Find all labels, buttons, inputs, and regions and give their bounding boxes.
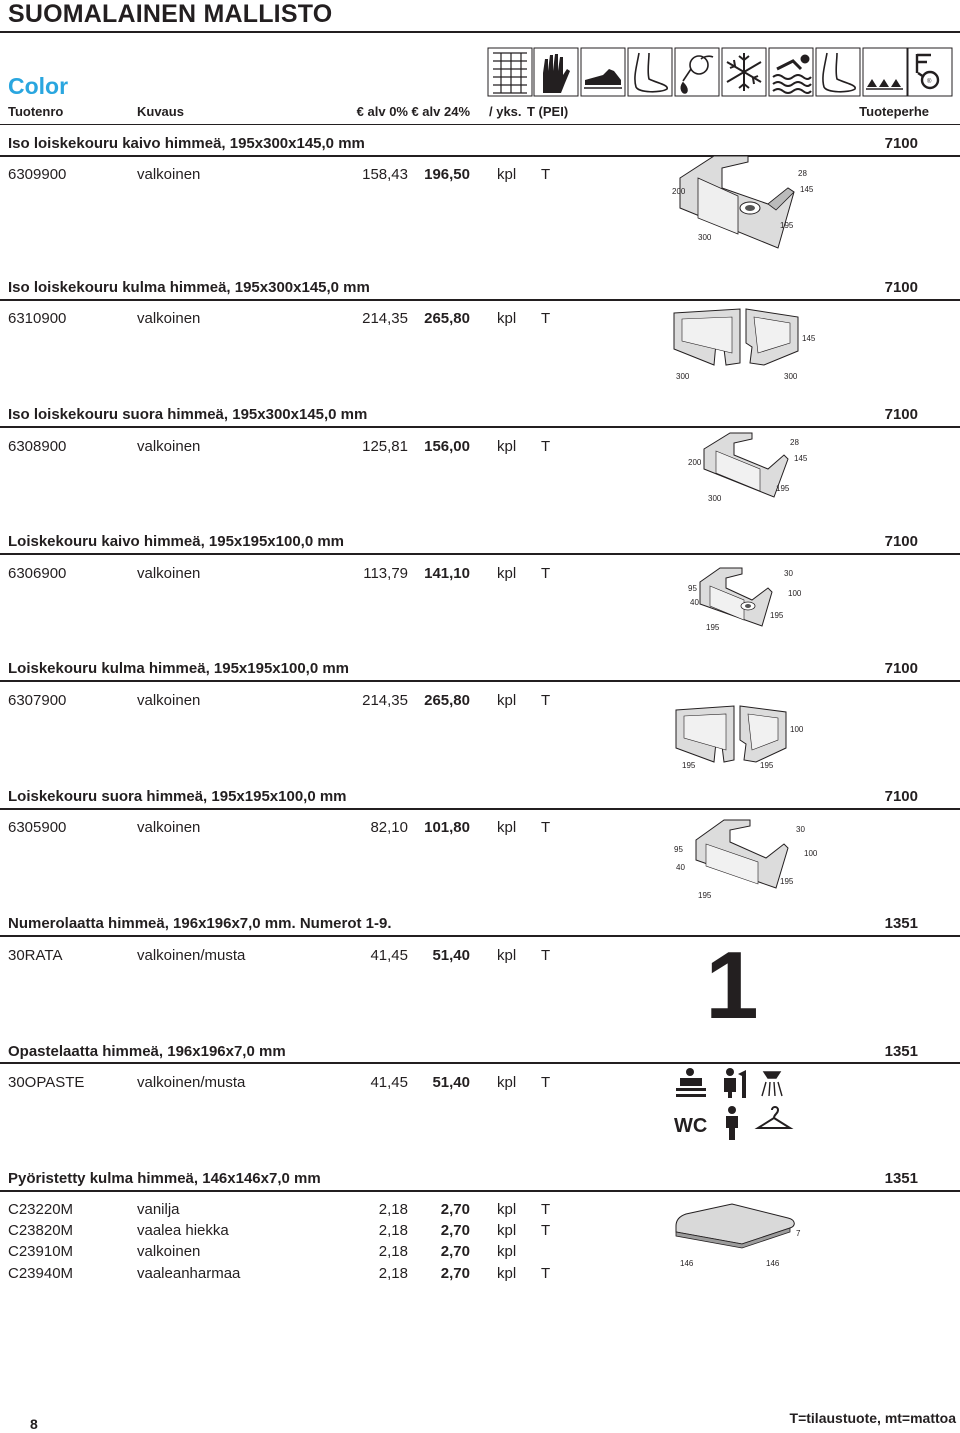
product-code: 6309900	[8, 166, 67, 183]
product-code: 6310900	[8, 310, 67, 327]
dimension-label: 145	[800, 185, 814, 194]
section-title: Opastelaatta himmeä, 196x196x7,0 mm	[8, 1043, 286, 1060]
hand-glove-icon	[543, 54, 570, 93]
product-code: 30RATA	[8, 947, 63, 964]
unit: kpl	[497, 310, 517, 327]
product-color: vanilja	[137, 1201, 180, 1218]
col-unit: / yks.	[489, 104, 522, 119]
shower-sign-icon	[762, 1072, 782, 1096]
col-price-ex: € alv 0%	[356, 104, 408, 119]
price-ex-vat: 2,18	[378, 1201, 408, 1218]
unit: kpl	[497, 1074, 517, 1091]
dimension-label: 28	[798, 169, 807, 178]
dimension-label: 145	[794, 454, 808, 463]
price-inc-vat: 2,70	[440, 1222, 470, 1239]
order-flag: T	[541, 166, 551, 183]
unit: kpl	[497, 166, 517, 183]
unit: kpl	[497, 1265, 517, 1282]
product-color: valkoinen/musta	[137, 947, 246, 964]
price-inc-vat: 265,80	[424, 692, 470, 709]
section-title: Numerolaatta himmeä, 196x196x7,0 mm. Numerot 1-9.	[8, 915, 392, 932]
collection-label: Color	[8, 73, 69, 99]
price-inc-vat: 141,10	[424, 565, 470, 582]
product-color: vaalea hiekka	[137, 1222, 229, 1239]
product-drawing	[672, 810, 822, 902]
product-color: valkoinen	[137, 819, 201, 836]
dimension-label: 28	[790, 438, 799, 447]
product-code: C23220M	[8, 1201, 74, 1218]
product-code: C23910M	[8, 1243, 74, 1260]
wall-tile-icon	[493, 53, 527, 93]
dimension-label: 195	[780, 221, 794, 230]
price-ex-vat: 158,43	[362, 166, 408, 183]
product-drawing	[672, 1064, 832, 1144]
dimension-label: 40	[676, 863, 685, 872]
person-sign-icon	[726, 1106, 738, 1140]
col-image: Kuvaus	[137, 104, 184, 119]
price-inc-vat: 265,80	[424, 310, 470, 327]
col-price-inc: € alv 24%	[411, 104, 470, 119]
page-number: 8	[30, 1416, 38, 1432]
section-title: Iso loiskekouru suora himmeä, 195x300x145,0 mm	[8, 406, 368, 423]
price-ex-vat: 2,18	[378, 1265, 408, 1282]
product-color: valkoinen	[137, 1243, 201, 1260]
product-code: 6305900	[8, 819, 67, 836]
dimension-label: 200	[688, 458, 702, 467]
product-drawing	[696, 932, 776, 1039]
number-glyph: 1	[705, 932, 759, 1039]
dimension-label: 300	[708, 494, 722, 503]
frost-snowflake-icon	[727, 53, 761, 91]
section-title: Iso loiskekouru kaivo himmeä, 195x300x145,0 mm	[8, 135, 365, 152]
shower-person-sign-icon	[724, 1068, 746, 1098]
hanger-sign-icon	[758, 1107, 790, 1128]
footer-note: T=tilaustuote, mt=mattoa	[789, 1410, 956, 1426]
product-color: valkoinen	[137, 692, 201, 709]
dimension-label: 300	[698, 233, 712, 242]
order-flag: T	[541, 1265, 551, 1282]
dimension-label: 195	[776, 484, 790, 493]
order-flag: T	[541, 819, 551, 836]
unit: kpl	[497, 1243, 517, 1260]
title-rule	[0, 31, 960, 33]
price-inc-vat: 2,70	[440, 1265, 470, 1282]
dimension-label: 30	[784, 569, 793, 578]
dimension-label: 195	[770, 611, 784, 620]
price-inc-vat: 51,40	[432, 947, 470, 964]
unit: kpl	[497, 819, 517, 836]
dimension-label: 300	[784, 372, 798, 381]
page-title: SUOMALAINEN MALLISTO	[8, 0, 333, 28]
section-title: Loiskekouru suora himmeä, 195x195x100,0 mm	[8, 788, 347, 805]
dimension-label: 30	[796, 825, 805, 834]
price-ex-vat: 2,18	[378, 1243, 408, 1260]
section-title: Loiskekouru kulma himmeä, 195x195x100,0 mm	[8, 660, 350, 677]
dimension-label: 195	[706, 623, 720, 632]
product-drawing	[668, 303, 818, 383]
section-rule	[0, 680, 960, 682]
col-product: Tuotenro	[8, 104, 64, 119]
price-inc-vat: 156,00	[424, 438, 470, 455]
dimension-label: 100	[788, 589, 802, 598]
dimension-label: 40	[690, 598, 699, 607]
product-color: valkoinen	[137, 310, 201, 327]
sauna-sign-icon	[676, 1068, 706, 1097]
product-code: 6306900	[8, 565, 67, 582]
svg-text:WC: WC	[674, 1115, 708, 1137]
col-family: Tuoteperhe	[859, 104, 929, 119]
svg-text:®: ®	[927, 79, 932, 85]
order-flag: T	[541, 438, 551, 455]
unit: kpl	[497, 438, 517, 455]
product-drawing	[668, 148, 828, 244]
section-family: 7100	[884, 533, 918, 550]
product-color: valkoinen	[137, 438, 201, 455]
unit: kpl	[497, 1201, 517, 1218]
section-family: 7100	[884, 279, 918, 296]
section-family: 7100	[884, 406, 918, 423]
col-t: T (PEI)	[527, 104, 569, 119]
product-code: 30OPASTE	[8, 1074, 85, 1091]
price-ex-vat: 41,45	[370, 947, 408, 964]
dimension-label: 195	[682, 761, 696, 770]
product-drawing	[684, 423, 824, 505]
price-inc-vat: 196,50	[424, 166, 470, 183]
order-flag: T	[541, 565, 551, 582]
dimension-label: 100	[804, 849, 818, 858]
section-rule	[0, 1190, 960, 1192]
price-ex-vat: 41,45	[370, 1074, 408, 1091]
dimension-label: 100	[790, 725, 804, 734]
product-color: vaaleanharmaa	[137, 1265, 241, 1282]
section-title: Loiskekouru kaivo himmeä, 195x195x100,0 mm	[8, 533, 345, 550]
section-title: Pyöristetty kulma himmeä, 146x146x7,0 mm	[8, 1170, 321, 1187]
section-rule	[0, 553, 960, 555]
slip-resistance-icon	[866, 79, 903, 89]
price-inc-vat: 101,80	[424, 819, 470, 836]
section-rule	[0, 935, 960, 937]
product-drawing	[670, 702, 810, 774]
wet-foot-icon	[823, 53, 855, 92]
price-ex-vat: 214,35	[362, 692, 408, 709]
section-family: 1351	[884, 915, 918, 932]
section-title: Iso loiskekouru kulma himmeä, 195x300x145,0 mm	[8, 279, 370, 296]
product-code: C23820M	[8, 1222, 74, 1239]
section-family: 7100	[884, 660, 918, 677]
unit: kpl	[497, 1222, 517, 1239]
price-ex-vat: 214,35	[362, 310, 408, 327]
dimension-label: 95	[688, 584, 697, 593]
price-ex-vat: 113,79	[363, 565, 408, 582]
dimension-label: 195	[760, 761, 774, 770]
header-rule	[0, 124, 960, 125]
key-icon	[917, 54, 938, 88]
shoe-icon	[584, 69, 622, 88]
property-icon-strip	[487, 47, 953, 99]
wc-sign-icon	[674, 1115, 707, 1137]
unit: kpl	[497, 692, 517, 709]
unit: kpl	[497, 947, 517, 964]
product-color: valkoinen	[137, 565, 201, 582]
price-inc-vat: 51,40	[432, 1074, 470, 1091]
price-ex-vat: 82,10	[370, 819, 408, 836]
product-drawing	[672, 1196, 822, 1276]
product-drawing	[684, 560, 814, 634]
order-flag: T	[541, 947, 551, 964]
section-family: 1351	[884, 1170, 918, 1187]
price-inc-vat: 2,70	[440, 1201, 470, 1218]
order-flag: T	[541, 692, 551, 709]
order-flag: T	[541, 1201, 551, 1218]
price-ex-vat: 2,18	[378, 1222, 408, 1239]
product-code: 6307900	[8, 692, 67, 709]
swimming-pool-icon	[773, 56, 811, 94]
unit: kpl	[497, 565, 517, 582]
dimension-label: 7	[796, 1229, 801, 1238]
section-family: 1351	[884, 1043, 918, 1060]
section-family: 7100	[884, 135, 918, 152]
dimension-label: 146	[766, 1259, 780, 1268]
section-family: 7100	[884, 788, 918, 805]
dimension-label: 200	[672, 187, 686, 196]
product-color: valkoinen/musta	[137, 1074, 246, 1091]
order-flag: T	[541, 1222, 551, 1239]
product-color: valkoinen	[137, 166, 201, 183]
price-inc-vat: 2,70	[440, 1243, 470, 1260]
product-code: 6308900	[8, 438, 67, 455]
dimension-label: 146	[680, 1259, 694, 1268]
product-code: C23940M	[8, 1265, 74, 1282]
bare-foot-icon	[635, 53, 667, 92]
order-flag: T	[541, 310, 551, 327]
dimension-label: 95	[674, 845, 683, 854]
chemical-drop-icon	[681, 56, 713, 93]
dimension-label: 195	[698, 891, 712, 900]
price-ex-vat: 125,81	[362, 438, 408, 455]
dimension-label: 145	[802, 334, 816, 343]
section-rule	[0, 299, 960, 301]
order-flag: T	[541, 1074, 551, 1091]
dimension-label: 300	[676, 372, 690, 381]
dimension-label: 195	[780, 877, 794, 886]
